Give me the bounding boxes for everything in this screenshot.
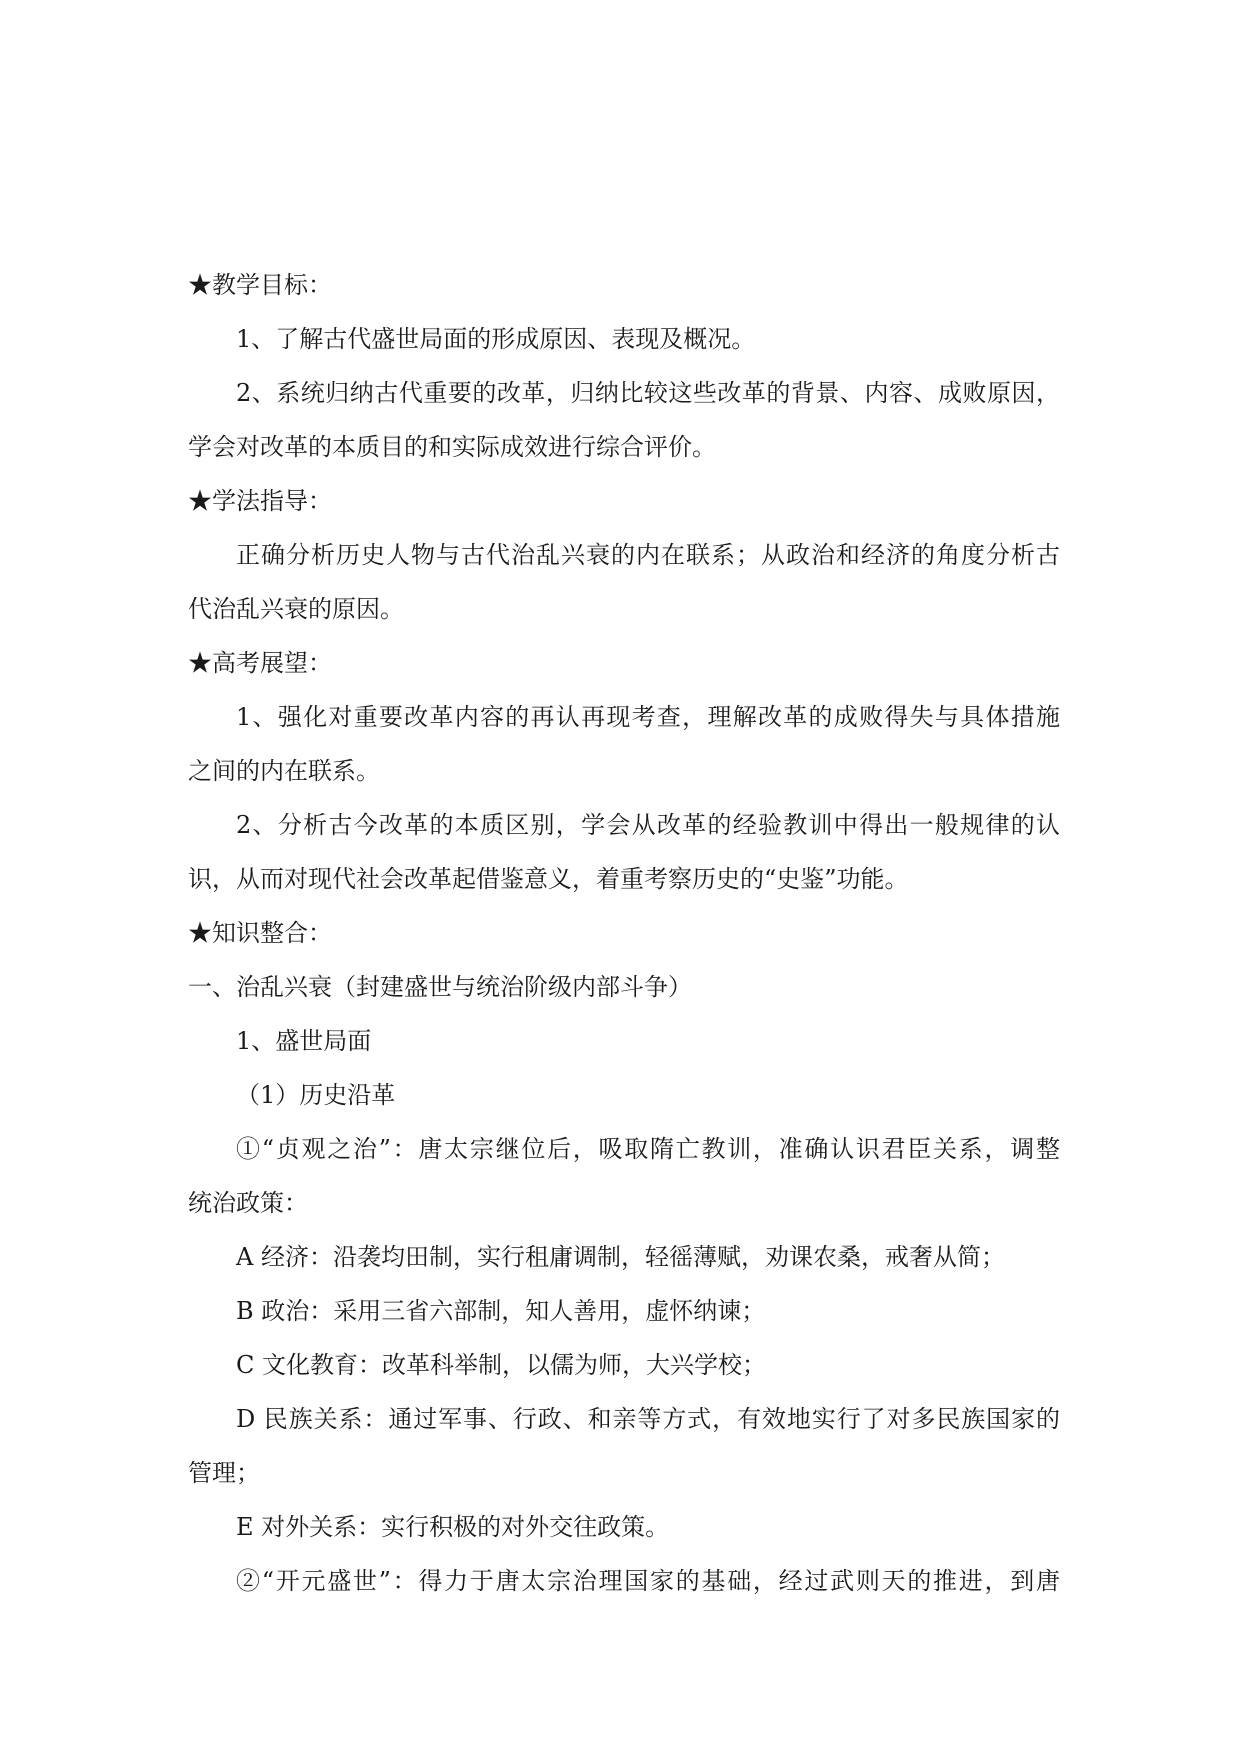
text-line: 代治乱兴衰的原因。: [188, 595, 404, 623]
text-line: ①“贞观之治”：唐太宗继位后，吸取隋亡教训，准确认识君臣关系，调整: [236, 1135, 1060, 1163]
text-line: 1、了解古代盛世局面的形成原因、表现及概况。: [236, 325, 756, 353]
text-line: ★高考展望：: [188, 649, 332, 677]
text-line: 之间的内在联系。: [188, 757, 380, 785]
text-line: 学会对改革的本质目的和实际成效进行综合评价。: [188, 433, 716, 461]
text-line: ★知识整合：: [188, 919, 332, 947]
text-line: 1、盛世局面: [236, 1027, 372, 1055]
text-line: E 对外关系：实行积极的对外交往政策。: [236, 1513, 670, 1541]
text-line: A 经济：沿袭均田制，实行租庸调制，轻徭薄赋，劝课农桑，戒奢从简；: [236, 1243, 1005, 1271]
text-line: 正确分析历史人物与古代治乱兴衰的内在联系；从政治和经济的角度分析古: [236, 541, 1060, 569]
text-line: ★教学目标：: [188, 271, 332, 299]
text-line: 一、治乱兴衰（封建盛世与统治阶级内部斗争）: [188, 973, 692, 1001]
text-line: C 文化教育：改革科举制，以儒为师，大兴学校；: [236, 1351, 766, 1379]
document-body: [188, 258, 1060, 1608]
text-line: 统治政策：: [188, 1189, 308, 1217]
text-line: D 民族关系：通过军事、行政、和亲等方式，有效地实行了对多民族国家的: [236, 1405, 1060, 1433]
text-line: 管理；: [188, 1459, 260, 1487]
text-line: （1）历史沿革: [236, 1081, 396, 1109]
text-line: B 政治：采用三省六部制，知人善用，虚怀纳谏；: [236, 1297, 766, 1325]
text-line: 1、强化对重要改革内容的再认再现考查，理解改革的成败得失与具体措施: [236, 703, 1060, 731]
text-line: 2、分析古今改革的本质区别，学会从改革的经验教训中得出一般规律的认: [236, 811, 1060, 839]
text-line: 2、系统归纳古代重要的改革，归纳比较这些改革的背景、内容、成败原因，: [236, 379, 1060, 407]
text-line: ②“开元盛世”：得力于唐太宗治理国家的基础，经过武则天的推进，到唐: [236, 1567, 1060, 1595]
text-line: 识，从而对现代社会改革起借鉴意义，着重考察历史的“史鉴”功能。: [188, 865, 909, 893]
text-line: ★学法指导：: [188, 487, 332, 515]
